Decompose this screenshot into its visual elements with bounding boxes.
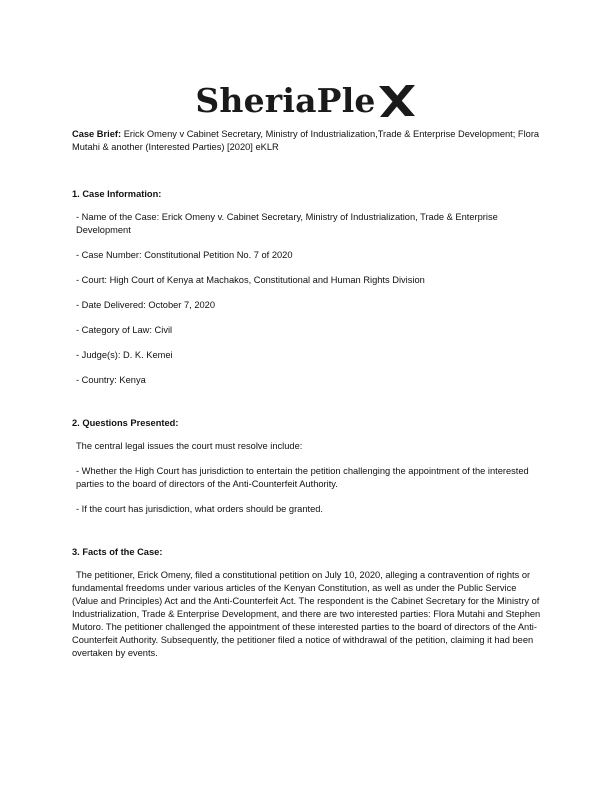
section-heading: 1. Case Information: [72, 189, 162, 199]
section-facts [72, 546, 544, 660]
info-item: - Category of Law: Civil [76, 325, 173, 335]
info-item: - Date Delivered: October 7, 2020 [76, 300, 216, 310]
info-item: - Judge(s): D. K. Kemei [76, 350, 173, 360]
section-heading: 3. Facts of the Case: [72, 547, 163, 557]
logo-x-mark-icon [377, 84, 417, 118]
case-brief-text: Erick Omeny v Cabinet Secretary, Ministry of Industrialization,Trade & Enterprise Development; Flora Mutahi & another (Interested Parties) [2020] eKLR [72, 129, 540, 152]
info-item: - Case Number: Constitutional Petition No. 7 of 2020 [76, 250, 293, 260]
sheriaplex-logo [0, 76, 612, 124]
info-item: - Country: Kenya [76, 375, 146, 385]
section-questions-presented [72, 417, 544, 516]
section-heading: 2. Questions Presented: [72, 418, 179, 428]
case-brief-label: Case Brief: [72, 129, 122, 139]
questions-intro: The central legal issues the court must resolve include: [76, 441, 303, 451]
info-item: - Court: High Court of Kenya at Machakos, Constitutional and Human Rights Division [76, 275, 425, 285]
question-item: - If the court has jurisdiction, what orders should be granted. [76, 504, 324, 514]
logo-wordmark: SheriaPle [195, 80, 376, 120]
case-brief [72, 128, 544, 154]
info-item: - Name of the Case: Erick Omeny v. Cabinet Secretary, Ministry of Industrialization, Trade & Enterprise Development [76, 212, 498, 235]
facts-paragraph: The petitioner, Erick Omeny, filed a constitutional petition on July 10, 2020, alleging a contravention of rights or fundamental freedoms under various articles of the Kenyan Constitution, as well as under the Public Service (Value and Principles) Act and the Anti-Counterfeit Act. The respondent is the Cabinet Secretary for the Ministry of Industrialization, Trade & Enterprise Development, and there are two interested parties: Flora Mutahi and Stephen Mutoro. The petitioner challenged the appointment of these interested parties to the board of directors of the Anti-Counterfeit Authority. Subsequently, the petitioner filed a notice of withdrawal of the petition, claiming it had been overtaken by events. [72, 570, 541, 658]
question-item: - Whether the High Court has jurisdiction to entertain the petition challenging the appointment of the interested parties to the board of directors of the Anti-Counterfeit Authority. [76, 466, 529, 489]
section-case-information [72, 188, 544, 387]
document-body [72, 128, 544, 660]
